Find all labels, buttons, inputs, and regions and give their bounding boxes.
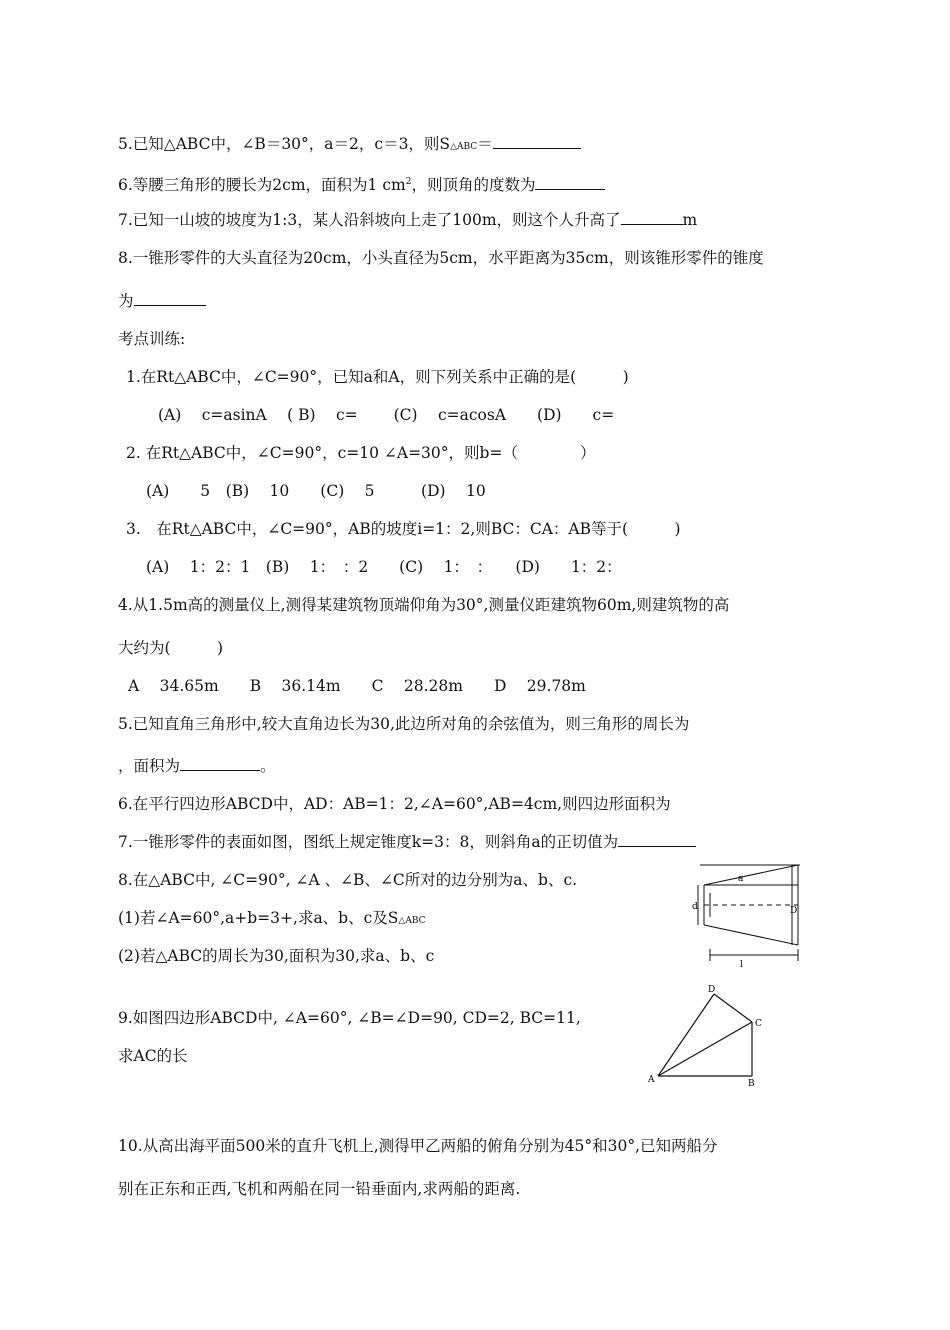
t5-question: 5.已知直角三角形中,较大直角边长为30,此边所对角的余弦值为，则三角形的周长为 — [118, 715, 690, 733]
t6-question: 6.在平行四边形ABCD中，AD：AB=1：2,∠A=60°,AB=4cm,则四边形面积为 — [118, 795, 671, 813]
q6a-superscript: 2 — [405, 177, 412, 187]
q8a-text: 8.一锥形零件的大头直径为20cm，小头直径为5cm，水平距离为35cm，则该锥形零件的锥度 — [118, 249, 764, 267]
t4-options: A 34.65m B 36.14m C 28.28m D 29.78m — [128, 677, 586, 695]
t7-line — [118, 832, 696, 852]
t3-question: 3. 在Rt△ABC中，∠C=90°，AB的坡度i=1：2,则BC：CA：AB等于( ) — [126, 520, 681, 538]
t1-question: 1.在Rt△ABC中，∠C=90°，已知a和A，则下列关系中正确的是( ) — [126, 368, 629, 386]
section-heading: 考点训练: — [118, 330, 186, 348]
t5-answer-blank[interactable] — [180, 756, 260, 771]
t5-end: 。 — [260, 757, 276, 775]
t5-cont: ，面积为 — [118, 757, 181, 775]
quad-label-A: A — [648, 1075, 655, 1085]
q7a-unit: m — [682, 211, 698, 229]
q6a-text: 6.等腰三角形的腰长为2cm，面积为1 cm — [118, 176, 406, 195]
cone-label-d: d — [692, 902, 698, 912]
t5-cont-line — [118, 756, 276, 776]
q6a-line — [118, 172, 605, 195]
t7-question: 7.一锥形零件的表面如图，图纸上规定锥度k=3：8，则斜角a的正切值为 — [118, 833, 619, 851]
t3-options: (A) 1：2：1 (B) 1： ：2 (C) 1： ： (D) 1：2： — [146, 558, 622, 576]
t8-part2: (2)若△ABC的周长为30,面积为30,求a、b、c — [118, 947, 435, 965]
q5a-answer-blank[interactable] — [493, 134, 581, 149]
q7a-answer-blank[interactable] — [621, 210, 683, 225]
q8a-cont-line — [118, 291, 206, 311]
t10-question: 10.从高出海平面500米的直升飞机上,测得甲乙两船的俯角分别为45°和30°,已知两船分 — [118, 1137, 718, 1155]
t2-question: 2. 在Rt△ABC中，∠C=90°，c=10 ∠A=30°，则b=（ ） — [126, 444, 596, 462]
quad-label-D: D — [708, 985, 716, 995]
q7a-text: 7.已知一山坡的坡度为1:3，某人沿斜坡向上走了100m，则这个人升高了 — [118, 211, 621, 229]
quad-label-B: B — [748, 1079, 755, 1089]
q8a-cont: 为 — [118, 292, 134, 310]
q5a-tail: ＝ — [477, 135, 493, 153]
t4-question: 4.从1.5m高的测量仪上,测得某建筑物顶端仰角为30°,测量仪距建筑物60m,则建筑物的高 — [118, 596, 730, 614]
cone-label-a: a — [738, 874, 744, 884]
quadrilateral-figure — [642, 980, 772, 1090]
t4-cont: 大约为( ) — [118, 639, 224, 657]
t8-part1: (1)若∠A=60°,a+b=3+,求a、b、c及S — [118, 909, 399, 927]
q5a-text: 5.已知△ABC中，∠B＝30°，a＝2，c＝3，则S — [118, 135, 451, 153]
q5a-subscript: △ABC — [450, 142, 478, 152]
cone-figure — [690, 855, 830, 970]
t8-question: 8.在△ABC中, ∠C=90°, ∠A 、∠B、∠C所对的边分别为a、b、c. — [118, 871, 578, 889]
t8-part1-line — [118, 908, 426, 931]
q7a-line — [118, 210, 697, 230]
q5a-line — [118, 134, 581, 157]
q6a-tail: ，则顶角的度数为 — [411, 176, 536, 195]
t7-answer-blank[interactable] — [618, 832, 696, 847]
q6a-answer-blank[interactable] — [535, 175, 605, 190]
t8-part1-subscript: △ABC — [398, 916, 426, 926]
t1-options: (A) c=asinA ( B) c= (C) c=acosA (D) c= — [158, 406, 615, 424]
q8a-answer-blank[interactable] — [134, 291, 206, 306]
cone-label-D: D — [790, 906, 798, 916]
cone-label-l: l — [740, 960, 743, 970]
t2-options: (A) 5 (B) 10 (C) 5 (D) 10 — [146, 482, 486, 500]
quad-label-C: C — [755, 1019, 762, 1029]
t9-cont: 求AC的长 — [118, 1047, 188, 1065]
t10-cont: 别在正东和正西,飞机和两船在同一铅垂面内,求两船的距离. — [118, 1180, 521, 1198]
q8a-line — [118, 248, 764, 268]
t9-question: 9.如图四边形ABCD中, ∠A=60°, ∠B=∠D=90, CD=2, BC=11, — [118, 1009, 581, 1027]
